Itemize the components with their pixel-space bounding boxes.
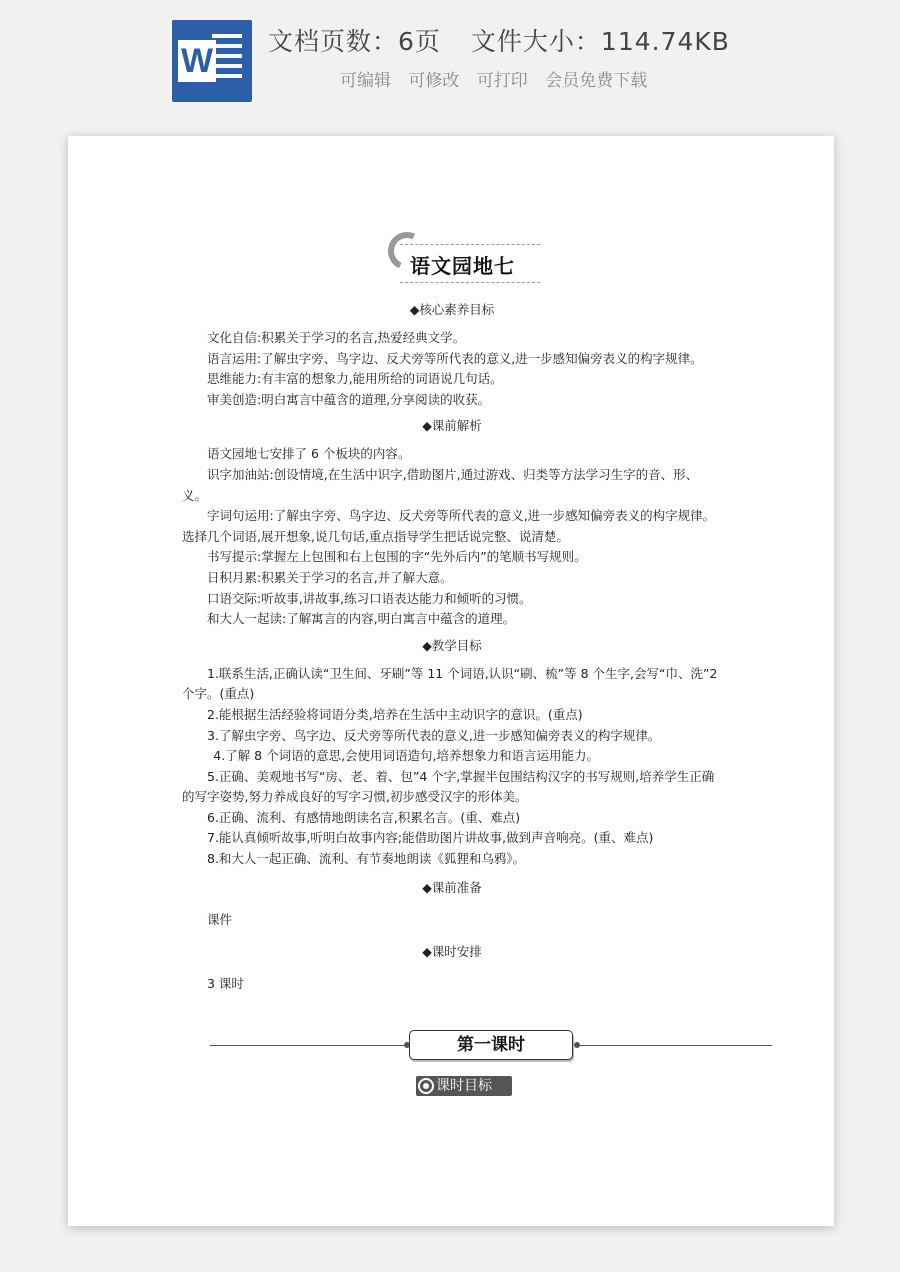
page-count: 文档页数：6页: [268, 27, 441, 56]
goal-item: 7.能认真倾听故事,听明白故事内容;能借助图片讲故事,做到声音响亮。(重、难点): [207, 830, 654, 846]
goal-item: 6.正确、流利、有感情地朗读名言,积累名言。(重、难点): [207, 809, 521, 825]
document-page: [68, 136, 834, 1226]
word-icon-letter: W: [178, 40, 216, 82]
paragraph: 识字加油站:创设情境,在生活中识字,借助图片,通过游戏、归类等方法学习生字的音、形、义。: [182, 466, 699, 503]
document-title: 语文园地七: [410, 254, 515, 278]
file-info-title: [268, 22, 730, 58]
paragraph: 和大人一起读:了解寓言的内容,明白寓言中蕴含的道理。: [207, 611, 516, 627]
section-heading-prep: ◆课前准备: [422, 879, 482, 895]
lesson-goal-label: 课时目标: [436, 1078, 492, 1094]
paragraph: 日积月累:积累关于学习的名言,并了解大意。: [207, 569, 453, 585]
target-icon: [418, 1078, 434, 1094]
paragraph: 语言运用:了解虫字旁、鸟字边、反犬旁等所代表的意义,进一步感知偏旁表义的构字规律。: [207, 350, 703, 366]
file-info-banner: [0, 0, 900, 115]
goal-item: 1.联系生活,正确认读“卫生间、牙刷”等 11 个词语,认识“刷、梳”等 8 个生字,会写“巾、洗”2 个字。(重点): [182, 665, 718, 702]
paragraph: 课件: [207, 911, 233, 927]
paragraph: 思维能力:有丰富的想象力,能用所给的词语说几句话。: [207, 371, 503, 387]
file-size: 文件大小：114.74KB: [470, 27, 730, 56]
paragraph: 文化自信:积累关于学习的名言,热爱经典文学。: [207, 330, 466, 345]
document-body: [182, 296, 722, 995]
feature-printable: 可打印: [476, 71, 528, 91]
goal-item: 4.了解 8 个词语的意思,会使用词语造句,培养想象力和语言运用能力。: [213, 748, 600, 764]
goal-item: 2.能根据生活经验将词语分类,培养在生活中主动识字的意识。(重点): [207, 706, 583, 722]
feature-list: [340, 66, 659, 91]
paragraph: 3 课时: [207, 976, 244, 992]
section-heading-analysis: ◆课前解析: [422, 418, 482, 434]
paragraph: 语文园地七安排了 6 个板块的内容。: [207, 446, 411, 462]
paragraph: 字词句运用:了解虫字旁、鸟字边、反犬旁等所代表的意义,进一步感知偏旁表义的构字规律。选择几个词语,展开想象,说几句话,重点指导学生把话说完整、说清楚。: [182, 508, 716, 544]
section-heading-schedule: ◆课时安排: [422, 944, 482, 960]
feature-modifiable: 可修改: [408, 71, 460, 91]
feature-editable: 可编辑: [340, 71, 391, 91]
lesson-divider: [210, 1030, 772, 1062]
goal-item: 3.了解虫字旁、鸟字边、反犬旁等所代表的意义,进一步感知偏旁表义的构字规律。: [207, 727, 661, 743]
word-icon-lines: [212, 34, 242, 88]
paragraph: 口语交际:听故事,讲故事,练习口语表达能力和倾听的习惯。: [207, 590, 532, 606]
paragraph: 书写提示:掌握左上包围和右上包围的字“先外后内”的笔顺书写规则。: [207, 549, 587, 565]
lesson-title: 第一课时: [409, 1030, 573, 1060]
section-heading-goals: ◆教学目标: [422, 637, 482, 653]
goal-item: 8.和大人一起正确、流利、有节奏地朗读《狐狸和乌鸦》。: [207, 851, 526, 867]
section-heading-core: ◆核心素养目标: [409, 302, 495, 317]
paragraph: 审美创造:明白寓言中蕴含的道理,分享阅读的收获。: [207, 391, 491, 407]
feature-free-download: 会员免费下载: [545, 71, 648, 91]
goal-item: 5.正确、美观地书写“房、老、着、包”4 个字,掌握半包围结构汉字的书写规则,培养学生正确的写字姿势,努力养成良好的写字习惯,初步感受汉字的形体美。: [182, 768, 715, 805]
document-title-block: [384, 238, 542, 284]
word-document-icon: [172, 20, 252, 102]
lesson-goal-tag: [416, 1076, 512, 1096]
